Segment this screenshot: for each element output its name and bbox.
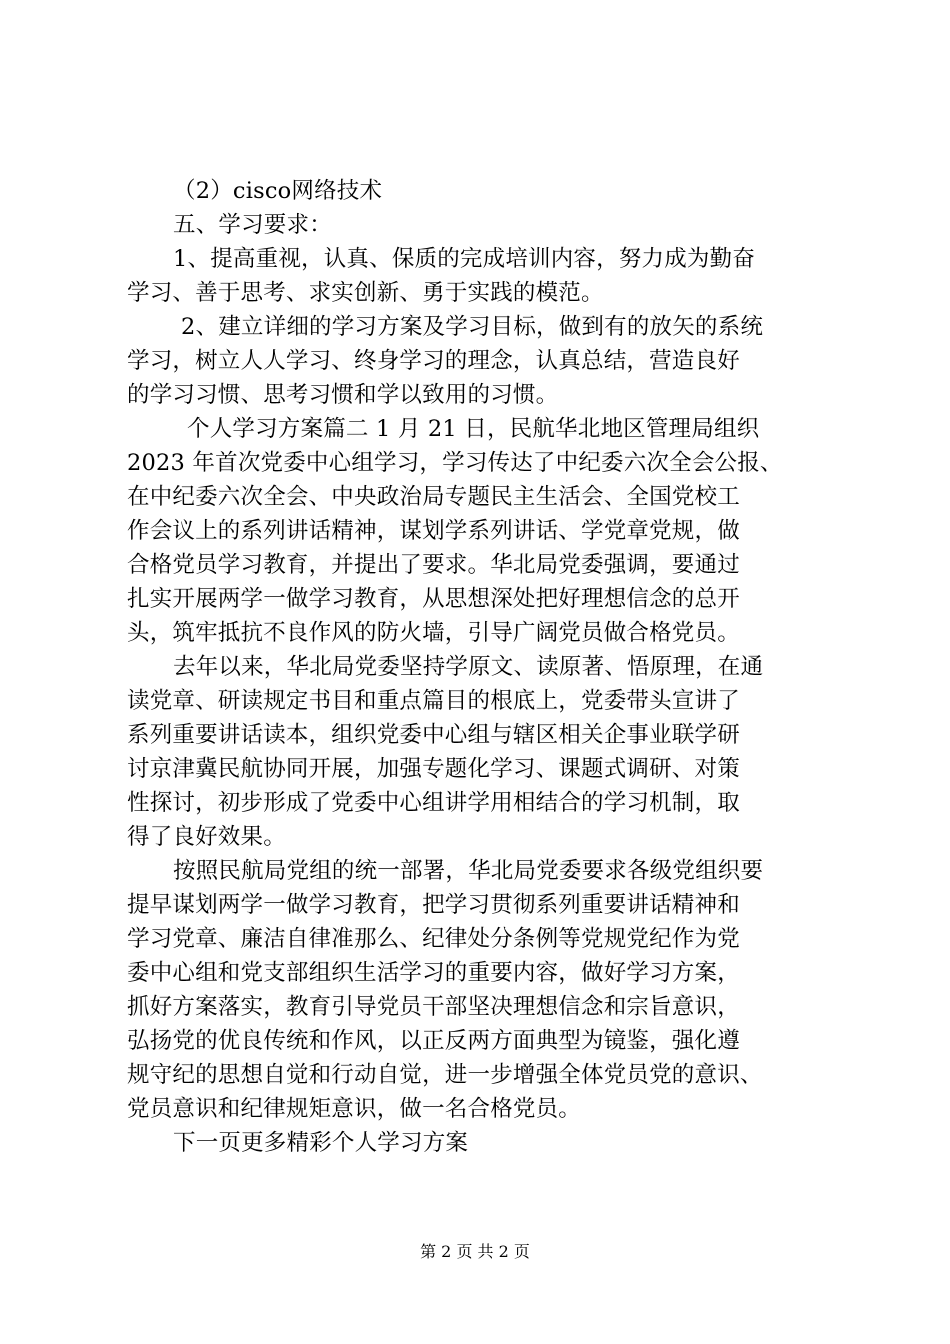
text-line: 头，筑牢抵抗不良作风的防火墙，引导广阔党员做合格党员。 [127, 620, 740, 646]
text-line: 学习党章、廉洁自律准那么、纪律处分条例等党规党纪作为党 [127, 926, 740, 952]
text-line: 在中纪委六次全会、中央政治局专题民主生活会、全国党校工 [127, 484, 740, 510]
text-line: 扎实开展两学一做学习教育，从思想深处把好理想信念的总开 [127, 586, 740, 612]
text-line: 合格党员学习教育，并提出了要求。华北局党委强调，要通过 [127, 552, 740, 578]
text-line: 性探讨，初步形成了党委中心组讲学用相结合的学习机制，取 [127, 790, 740, 816]
text-line: 1、提高重视，认真、保质的完成培训内容，努力成为勤奋 [173, 246, 756, 272]
text-line: 讨京津冀民航协同开展，加强专题化学习、课题式调研、对策 [127, 756, 740, 782]
text-line: 2、建立详细的学习方案及学习目标，做到有的放矢的系统 [181, 314, 764, 340]
text-line: 提早谋划两学一做学习教育，把学习贯彻系列重要讲话精神和 [127, 892, 740, 918]
text-line: 2023 年首次党委中心组学习，学习传达了中纪委六次全会公报、 [127, 450, 783, 476]
text-line: 学习、善于思考、求实创新、勇于实践的模范。 [127, 280, 604, 306]
text-line: 委中心组和党支部组织生活学习的重要内容，做好学习方案， [127, 960, 740, 986]
text-line: 的学习习惯、思考习惯和学以致用的习惯。 [127, 382, 559, 408]
next-page-teaser: 下一页更多精彩个人学习方案 [173, 1130, 469, 1156]
text-line: 个人学习方案篇二 1 月 21 日，民航华北地区管理局组织 [187, 416, 760, 442]
text-line-cisco: （2）cisco网络技术 [173, 178, 383, 204]
text-line: 得了良好效果。 [127, 824, 286, 850]
text-line: 读党章、研读规定书目和重点篇目的根底上，党委带头宣讲了 [127, 688, 740, 714]
text-line: 规守纪的思想自觉和行动自觉，进一步增强全体党员党的意识、 [127, 1062, 763, 1088]
page-number-footer: 第 2 页 共 2 页 [420, 1242, 530, 1261]
text-line: 去年以来，华北局党委坚持学原文、读原著、悟原理，在通 [173, 654, 764, 680]
text-line: 作会议上的系列讲话精神，谋划学系列讲话、学党章党规，做 [127, 518, 740, 544]
section-heading-study-requirements: 五、学习要求： [173, 212, 332, 238]
text-line: 弘扬党的优良传统和作风，以正反两方面典型为镜鉴，强化遵 [127, 1028, 740, 1054]
text-line: 系列重要讲话读本，组织党委中心组与辖区相关企事业联学研 [127, 722, 740, 748]
document-body [127, 174, 847, 1160]
text-line: 学习，树立人人学习、终身学习的理念，认真总结，营造良好 [127, 348, 740, 374]
text-line: 党员意识和纪律规矩意识，做一名合格党员。 [127, 1096, 582, 1122]
text-line: 按照民航局党组的统一部署，华北局党委要求各级党组织要 [173, 858, 764, 884]
text-line: 抓好方案落实，教育引导党员干部坚决理想信念和宗旨意识， [127, 994, 740, 1020]
